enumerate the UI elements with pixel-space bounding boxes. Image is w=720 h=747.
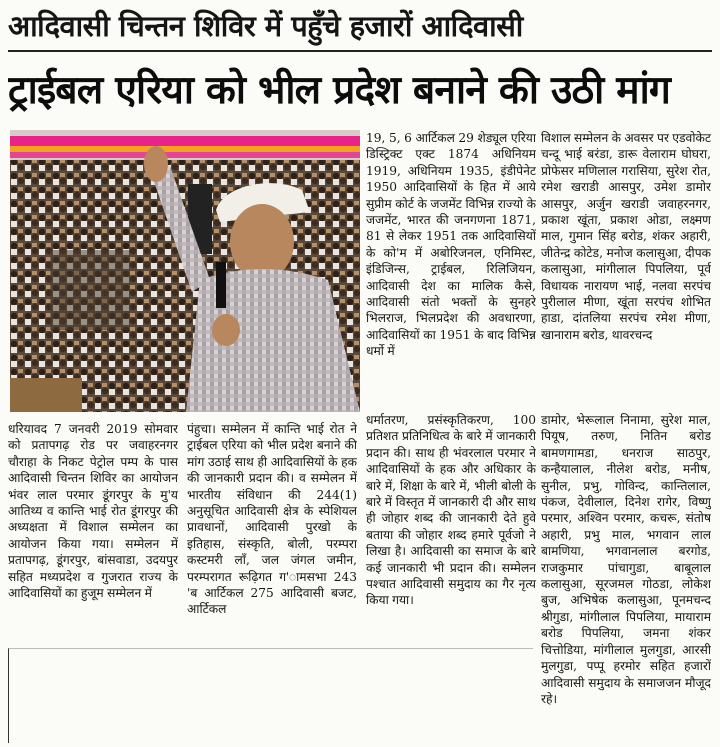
main-headline: ट्राईबल एरिया को भील प्रदेश बनाने की उठी मांग [8,68,671,113]
article-col3: धर्मातरण, प्रसंस्कृतिकरण, 100 प्रतिशत प्रतिनिधित्व के बारे में जानकारी प्रदान की। साथ ही भंवरलाल परमार ने आदिवासियों के हक और अधिकार के बारे में, शिक्षा के बारे में, भीली बोली के बारे में विस्तृत में जानकारी दी और साथ ही जोहार शब्द की जानकारी देते हुवे बताया की जोहार शब्द हमारे पूर्वजो ने लिखा है। आदिवासी का समाज के बारे कई जानकारी भी प्रदान की। सम्मेलन पश्चात आदिवासी समुदाय का गैर नृत्य किया गया। [366,413,536,608]
article-col4: डामोर, भेरूलाल निनामा, सुरेश माल, पियूष, तरुण, नितिन बरोड बामणगामडा, धनराज साठपुर, कन्हैयालाल, नीलेश बरोड, मनीष, सुनील, प्रभु, गोविन्द, कान्तिलाल, पंकज, देवीलाल, दिनेश रागेर, विष्णु परमार, अश्विन परमार, कचरू, संतोष अहारी, प्रभु माल, भगवान लाल बामणिया, भगवानलाल बरगोड, राजकुमार पांचागुडा, बाबूलाल कलासुआ, सूरजमल गोठडा, लोकेश बुज, अभिषेक कलासुआ, पूनमचन्द श्रीगुडा, मांगीलाल पिपलिया, मायाराम बरोड पिपलिया, जमना शंकर चित्तोडिया, मांगीलाल मुलगुडा, आरसी मुलगुडा, पप्पू हरमोर सहित हजारों आदिवासी समुदाय के समाजजन मौजूद रहे। [541,413,711,706]
photo-illustration [10,130,360,412]
article-col2: पंहुचा। सम्मेलन में कान्ति भाई रोत ने ट्राईबल एरिया को भील प्रदेश बनाने की मांग उठाई साथ ही आदिवासियों के हक की जानकारी प्रदान की। व सम्मेलन में भारतीय संविधान की 244(1) अनुसूचित आदिवासी क्षेत्र के स्पेशियल प्रावधानों, आदिवासी पुरखो के इतिहास, संस्कृति, बोली, परम्परा कस्टमरी लॉं, जल जंगल जमीन, परम्परागत रूढ़िगत ग'ामसभा 243 'ब आर्टिकल 275 आदिवासी बजट, आर्टिकल [187,422,357,617]
article-col1: धरियावद 7 जनवरी 2019 सोमवार को प्रतापगढ़ रोड पर जवाहरनगर चौराहा के निकट पेट्रोल पम्प के पास आदिवासी चिन्तन शिविर का आयोजन भंवर लाल परमार डूंगरपुर के मु'य आतिथ्य व कान्ति भाई रोत डूंगरपुर की अध्यक्षता में विशाल सम्मेलन का आयोजन किया गया। सम्मेलन में प्रतापगढ़, डूंगरपुर, बांसवाडा, उदयपुर सहित मध्यप्रदेश व गुजरात राज्य के आदिवासियों का हुजूम सम्मेलन में [8,422,178,601]
speaker-at-rally-photo [10,130,360,412]
article-col4-top: विशाल सम्मेलन के अवसर पर एडवोकेट चन्दू भाई बरंडा, डारू वेलाराम घोघरा, प्रोफेसर मणिलाल गरासिया, सुरेश रोत, रमेश खराडी आसपुर, उमेश डामोर आसपुर, अर्जुन खराडी जवाहरनगर, प्रकाश खूंता, प्रकाश ओडा, लक्ष्मण माल, गुमान सिंह बरोड, शंकर अहारी, जीतेन्द्र कोटेड, मनोज कलासुआ, दीपक कलासुआ, मांगीलाल पिपलिया, पूर्व विधायक नारायण भाई, नलवा सरपंच पुरीलाल मीणा, खूंता सरपंच शोभित हाडा, दांतलिया सरपंच रमेश मीणा, खानाराम बरोड, थावरचन्द [541,131,711,342]
article-col3-top: 19, 5, 6 आर्टिकल 29 शेड्यूल एरिया डिस्ट्रिक्ट एक्ट 1874 अधिनियम 1919, अधिनियम 1935, इंडीपेनेट 1950 आदिवासियों के हित में आये सुप्रीम कोर्ट के जजमेंट विभिन्न राज्यो के जजमेंट, भारत की जनगणना 1871, 81 से लेकर 1951 तक आदिवासियों के को'म में अबोरिजनल, एनिमिस्ट, इंडिजिन्स, ट्राईबल, रिलिजियन, आदिवासी देश का मालिक कैसे, आदिवासी संतो भक्तों के सुनहरे भिलराज, भिलप्रदेश की अवधारणा, आदिवासियों का 1951 के बाद विभिन्न धर्मो में [366,131,536,359]
kicker-headline: आदिवासी चिन्तन शिविर में पहुँचे हजारों आदिवासी [8,9,523,43]
headline-divider [8,50,712,52]
empty-adjacent-column-box [8,648,533,743]
